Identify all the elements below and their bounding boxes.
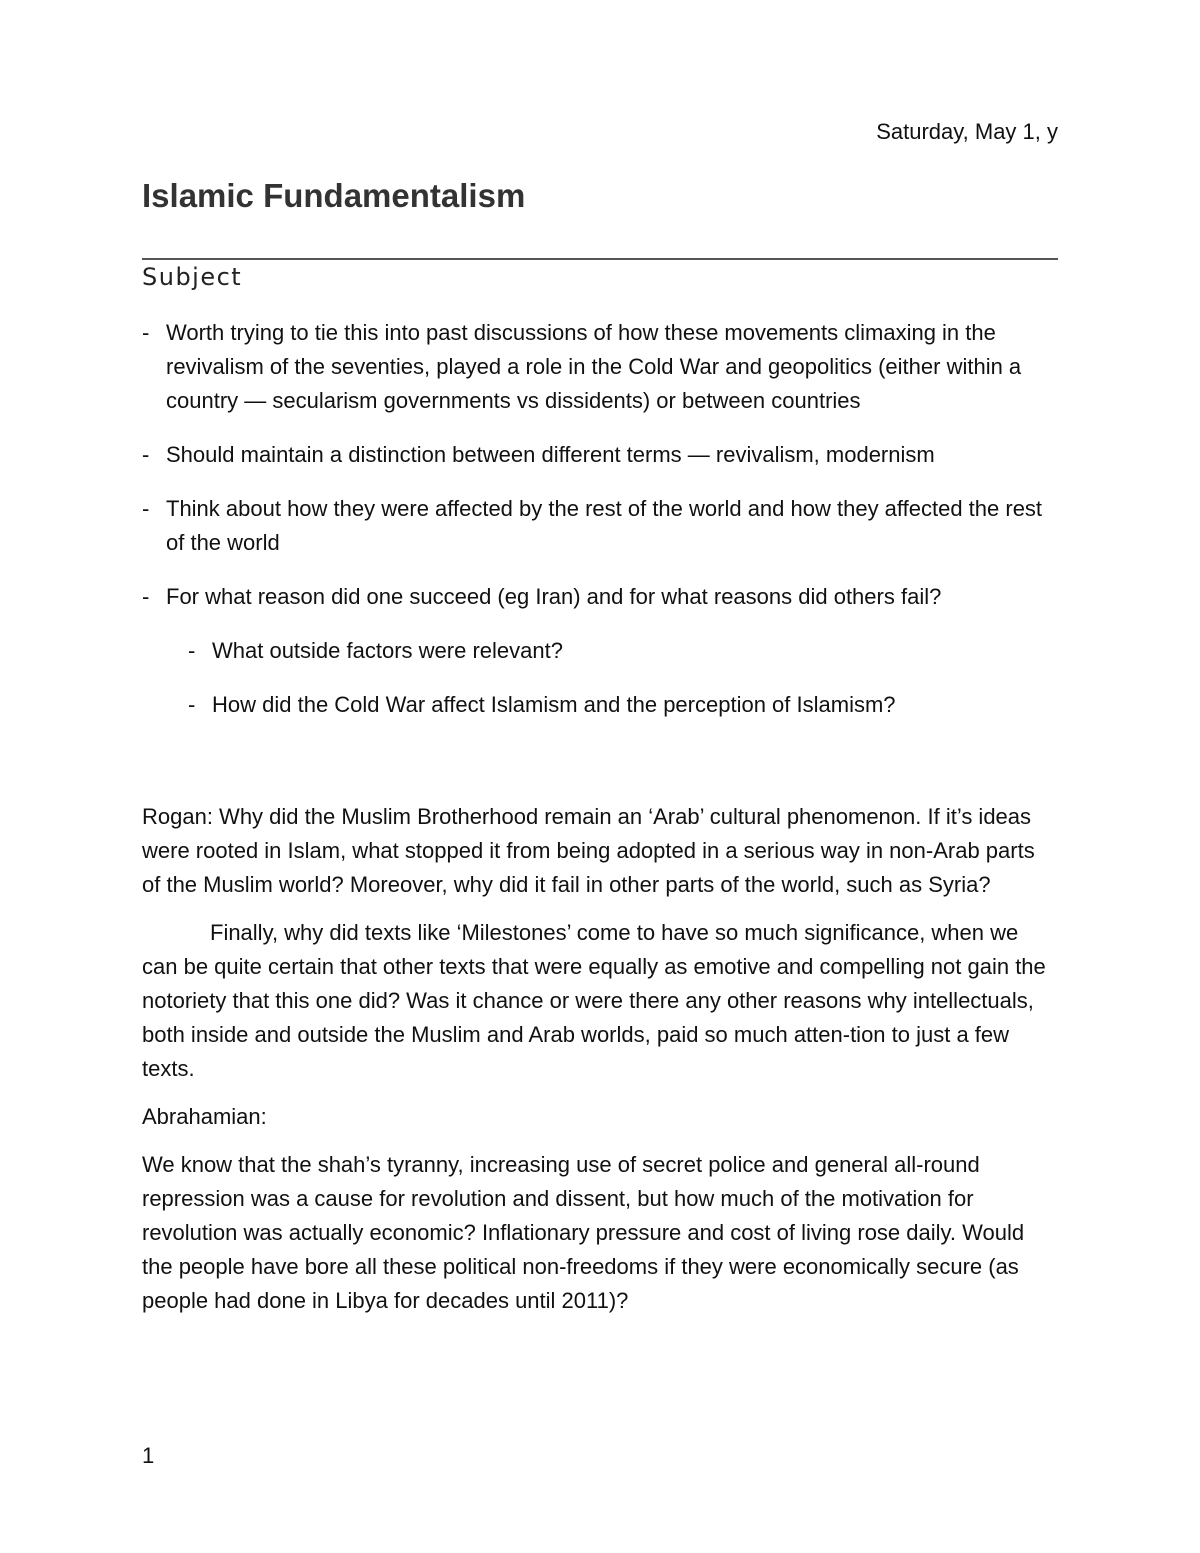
paragraph-abrahamian: We know that the shah’s tyranny, increasing use of secret police and general all-round repression was a cause for revolution and dissent, but how much of the motivation for revolution was actually economic? Inflationary pressure and cost of living rose daily. Would the people have bore all these political non-freedoms if they were economically secure (as people had done in Libya for decades until 2011)? [142, 1152, 1025, 1313]
bullet-marker: - [142, 496, 150, 521]
bullet-text: For what reason did one succeed (eg Iran) and for what reasons did others fail? [166, 584, 942, 609]
bullet-marker: - [188, 638, 196, 663]
paragraph-milestones: Finally, why did texts like ‘Milestones’ come to have so much significance, when we can be quite certain that other texts that were equally as emotive and compelling not gain the notoriety that this one did? Was it chance or were there any other reasons why intellectuals, both inside and outside the Muslim and Arab worlds, paid so much atten-tion to just a few texts. [142, 920, 1046, 1081]
bullet-marker: - [142, 584, 150, 609]
paragraph-abrahamian-label: Abrahamian: [142, 1104, 267, 1129]
body-text [142, 800, 1058, 1332]
paragraph-rogan: Rogan: Why did the Muslim Brotherhood remain an ‘Arab’ cultural phenomenon. If it’s ideas were rooted in Islam, what stopped it from being adopted in a serious way in non-Arab parts of the Muslim world? Moreover, why did it fail in other parts of the world, such as Syria? [142, 804, 1035, 897]
bullet-list [142, 316, 1058, 742]
bullet-item [142, 438, 1058, 472]
sub-bullet-item [188, 634, 1058, 668]
bullet-item [142, 492, 1058, 560]
title-divider [142, 258, 1058, 260]
bullet-text: Think about how they were affected by the rest of the world and how they affected the rest of the world [166, 496, 1043, 555]
bullet-item [142, 316, 1058, 418]
sub-bullet-item [188, 688, 1058, 722]
bullet-marker: - [142, 320, 150, 345]
bullet-marker: - [188, 692, 196, 717]
document-title: Islamic Fundamentalism [142, 177, 526, 214]
page-number: 1 [142, 1443, 155, 1468]
bullet-item [142, 580, 1058, 614]
bullet-text: Worth trying to tie this into past discussions of how these movements climaxing in the revivalism of the seventies, played a role in the Cold War and geopolitics (either within a country — secularism governments vs dissidents) or between countries [166, 320, 1022, 413]
section-heading: Subject [142, 263, 243, 291]
bullet-text: What outside factors were relevant? [212, 638, 563, 663]
document-date: Saturday, May 1, y [876, 119, 1058, 144]
bullet-marker: - [142, 442, 150, 467]
bullet-text: Should maintain a distinction between different terms — revivalism, modernism [166, 442, 935, 467]
bullet-text: How did the Cold War affect Islamism and the perception of Islamism? [212, 692, 896, 717]
